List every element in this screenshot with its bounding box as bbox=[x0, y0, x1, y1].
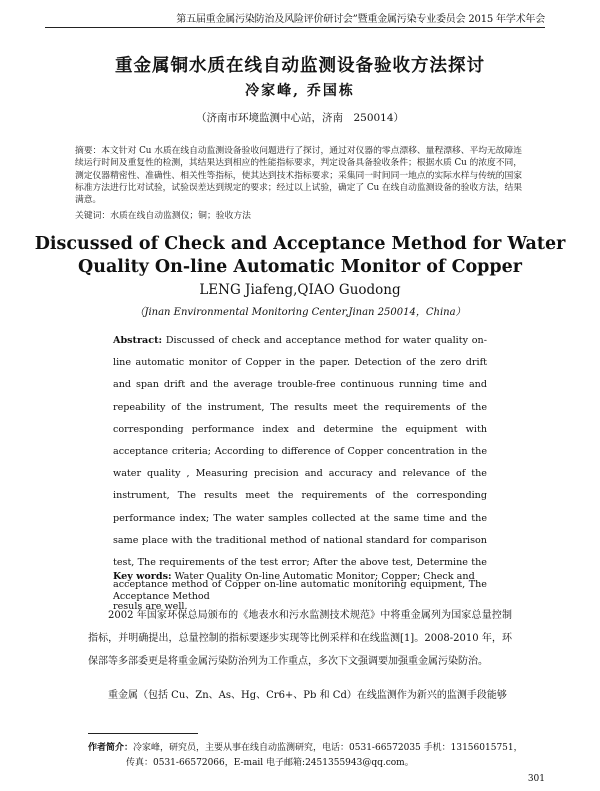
english-title bbox=[0, 233, 600, 279]
chinese-abstract-text: 本文针对 Cu 水质在线自动监测设备验收问题进行了探讨，通过对仪器的零点漂移、量程漂移、平均无故障连续运行时间及重复性的检测，其结果达到相应的性能指标要求，判定设备具备验收条件；根据水质 Cu 的浓度不同，测定仪器精密性、准确性、相关性等指标，使其达到技术指标要求；采集同一时间同一地点的实际水样与传统的国家标准方法进行比对试验，试验误差达到规定的要求；经过以上试验，确定了 Cu 在线自动监测设备的验收方法，结果满意。 bbox=[75, 146, 523, 206]
english-title-line-1: Discussed of Check and Acceptance Method for Water bbox=[34, 234, 566, 254]
chinese-keywords-label: 关键词： bbox=[75, 211, 111, 221]
body-paragraph-1: 2002 年国家环保总局颁布的《地表水和污水监测技术规范》中将重金属列为国家总量控制指标，并明确提出，总量控制的指标要逐步实现等比例采样和在线监测[1]。2008-2010 年，环保部等多部委更是将重金属污染防治列为工作重点，多次下文强调要加强重金属污染防治。 bbox=[88, 610, 512, 667]
english-abstract-text: Discussed of check and acceptance method for water quality on-line automatic monitor of Copper in the paper. Detection of the zero drift and span drift and the average trouble-free continuous running time and repeability of the instrument, The results meet the requirements of the corresponding performance index and determine the equipment with acceptance criteria; According to difference of Copper concentration in the water quality , Measuring precision and accuracy and relevance of the instrument, The results meet the requirements of the corresponding performance index; The water samples collected at the same time and the same place with the traditional method of national standard for comparison test, The requirements of the test error; After the above test, Determine the acceptance method of Copper on-line automatic monitoring equipment, The resuls are well. bbox=[113, 335, 487, 613]
running-header: 第五届重金属污染防治及风险评价研讨会”暨重金属污染专业委员会 2015 年学术年会 bbox=[45, 10, 545, 28]
chinese-keywords-text: 水质在线自动监测仪；铜；验收方法 bbox=[110, 211, 251, 221]
footnote-line-2: 传真：0531-66572066，E-mail 电子邮箱:2451355943@qq.com。 bbox=[126, 758, 414, 768]
english-keywords-label: Key words: bbox=[113, 571, 172, 582]
footnote-line-1 bbox=[88, 741, 550, 756]
author-footnote bbox=[88, 741, 550, 771]
english-keywords-text: Water Quality On-line Automatic Monitor; Copper; Check and Acceptance Method bbox=[113, 571, 475, 602]
page-number: 301 bbox=[527, 774, 545, 784]
english-abstract-label: Abstract: bbox=[113, 335, 163, 346]
chinese-authors: 冷家峰, 乔国栋 bbox=[245, 83, 355, 99]
english-authors: LENG Jiafeng,QIAO Guodong bbox=[199, 282, 401, 298]
chinese-title: 重金属铜水质在线自动监测设备验收方法探讨 bbox=[115, 56, 485, 76]
chinese-abstract-label: 摘要： bbox=[75, 146, 102, 156]
footnote-rule bbox=[88, 733, 198, 734]
english-keywords bbox=[113, 567, 487, 607]
english-title-line-2: Quality On-line Automatic Monitor of Copper bbox=[77, 257, 523, 277]
footnote-text-1: 冷家峰，研究员，主要从事在线自动监测研究，电话：0531-66572035 手机：13156015751， bbox=[133, 743, 523, 753]
english-affiliation: （Jinan Environmental Monitoring Center,Jinan 250014，China） bbox=[134, 307, 466, 318]
body-paragraph-2: 重金属（包括 Cu、Zn、As、Hg、Cr6+、Pb 和 Cd）在线监测作为新兴的监测手段能够 bbox=[108, 690, 507, 701]
chinese-keywords bbox=[75, 208, 522, 221]
chinese-affiliation: （济南市环境监测中心站，济南 250014） bbox=[195, 112, 405, 124]
chinese-abstract bbox=[75, 145, 522, 206]
footnote-label: 作者简介： bbox=[88, 743, 134, 753]
